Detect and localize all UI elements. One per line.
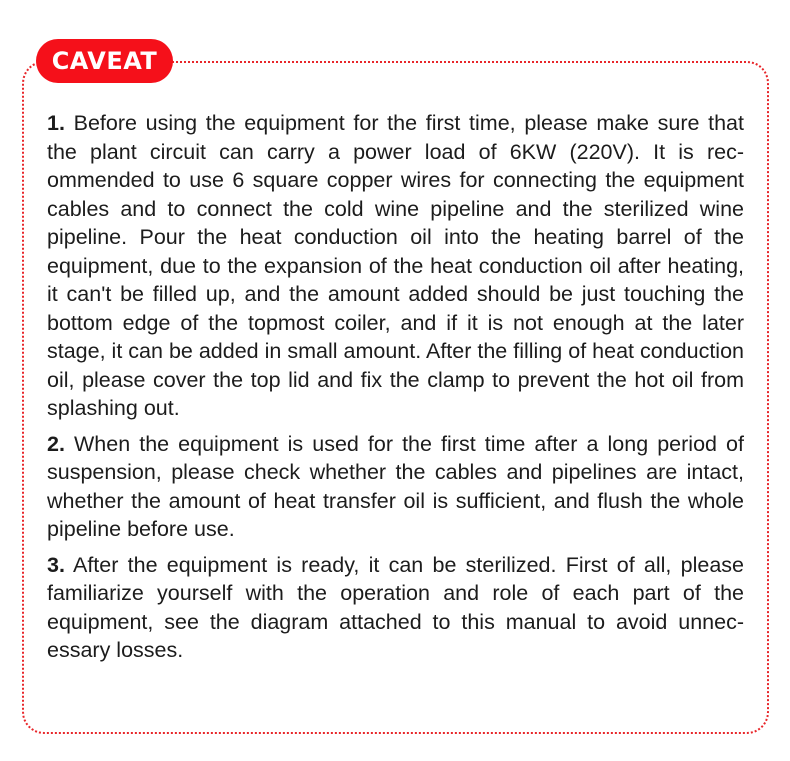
caveat-item-2: [47, 430, 744, 544]
item-number: 1.: [47, 111, 65, 135]
item-text: When the equipment is used for the first time after a long period of suspension, please check whether the cables and pipelines are intact, whether the amount of heat transfer oil is sufficient, and flush the whole pipeline before use.: [47, 431, 744, 541]
caveat-item-1: [47, 109, 744, 423]
caveat-badge: CAVEAT: [36, 39, 173, 83]
caveat-item-3: [47, 551, 744, 665]
item-number: 3.: [47, 552, 65, 577]
item-number: 2.: [47, 431, 65, 456]
item-text: Before using the equipment for the first time, please make sure that the plant circuit can carry a power load of 6KW (220V). It is recommended to use 6 square copper wires for connecting the equipment cables and to connect the cold wine pipeline and the sterilized wine pipeline. Pour the heat conduction oil into the heating barrel of the equipment, due to the expansion of the heat conduction oil after heating, it can't be filled up, and the amount added should be just touching the bottom edge of the topmost coiler, and if it is not enough at the later stage, it can be added in small amount. After the filling of heat conduction oil, please cover the top lid and fix the clamp to prevent the hot oil from splashing out.: [47, 111, 744, 420]
item-text: After the equipment is ready, it can be sterilized. First of all, please familiarize yourself with the operation and role of each part of the equipment, see the diagram attached to this manual to avoid unnecessary losses.: [47, 552, 744, 662]
caveat-content: [47, 109, 744, 672]
